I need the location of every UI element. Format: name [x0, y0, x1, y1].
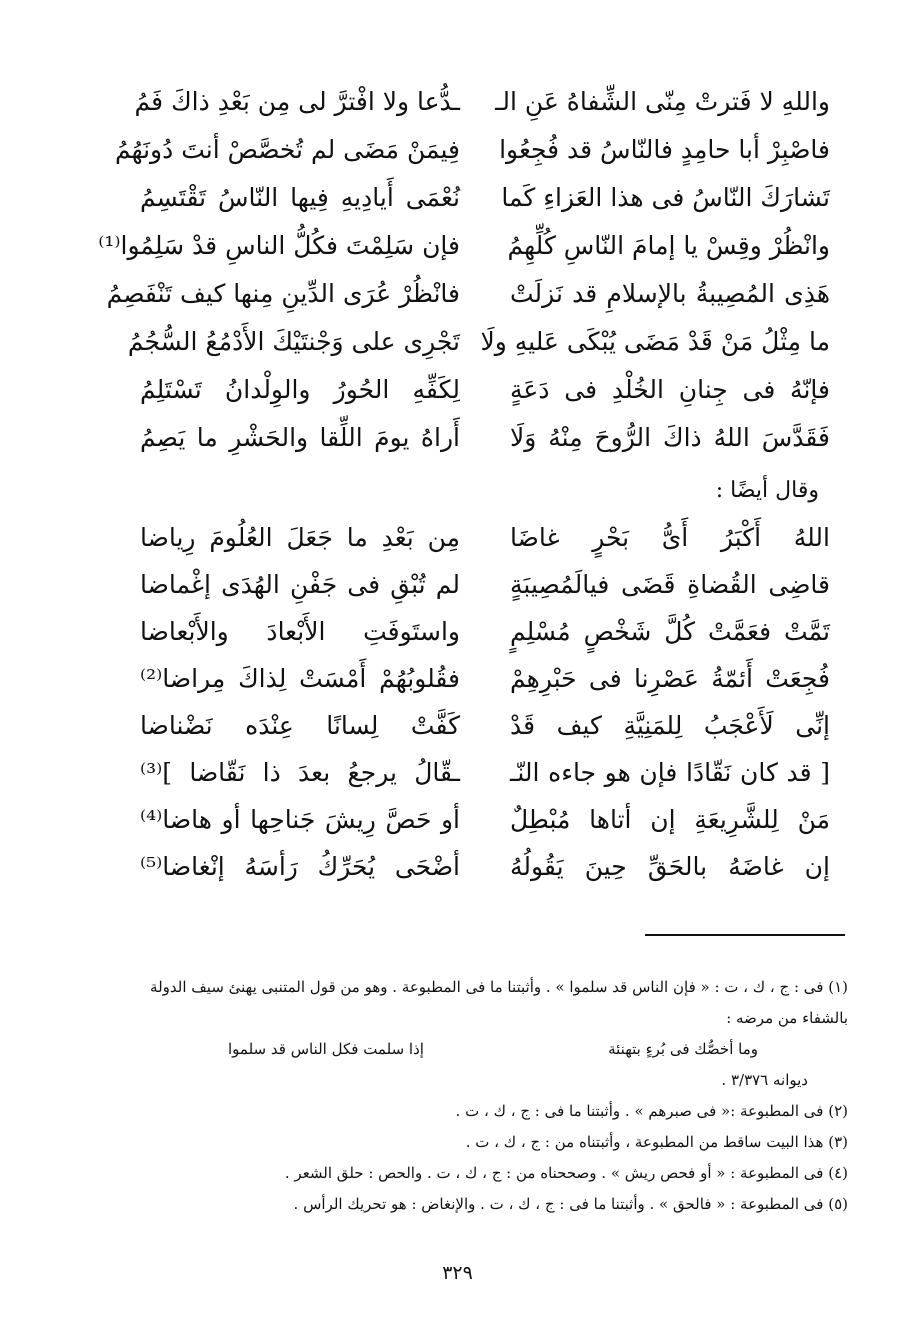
first-hemistich: فَقَدَّسَ اللهُ ذاكَ الرُّوحَ مِنْهُ وَلَا — [510, 422, 830, 452]
verse — [114, 126, 830, 174]
verse — [140, 515, 830, 562]
second-hemistich: كَفَّتْ لِسانًا عِنْدَه نَضْناضا — [140, 711, 460, 741]
quoted-first-hemistich: وما أخصُّك فى بُرءٍ بتهنئة — [608, 1040, 758, 1058]
first-hemistich: تَمَّتْ فعَمَّتْ كُلَّ شَخْصٍ مُسْلِمٍ — [510, 617, 830, 647]
footnotes — [118, 972, 848, 1220]
verse — [140, 414, 830, 462]
second-hemistich: فِيمَنْ مَضَى لم تُخصَّصْ أنتَ دُونَهُمُ — [114, 134, 460, 164]
verse — [140, 656, 830, 703]
verse — [140, 797, 830, 844]
second-hemistich: ـدُّعا ولا افْترَّ لى مِن بَعْدِ ذاكَ فَمُ — [134, 86, 460, 116]
first-hemistich: ما مِثْلُ مَنْ قَدْ مَضَى يُبْكَى عَليهِ ولَا — [480, 326, 830, 356]
second-hemistich: أضْحَى يُحَرِّكُ رَأسَهُ إنْغاضا⁽⁵⁾ — [140, 852, 460, 882]
verse — [140, 174, 830, 222]
first-hemistich: إن غاضَهُ بالحَقِّ حِينَ يَقُولُهُ — [510, 852, 830, 882]
verse — [140, 609, 830, 656]
first-hemistich: واللهِ لا فَترتْ مِنّى الشِّفاهُ عَنِ الـ — [495, 86, 830, 116]
first-hemistich: فإنّهُ فى جِنانِ الخُلْدِ فى دَعَةٍ — [510, 374, 830, 404]
footnote-1-continuation: بالشفاء من مرضه : — [726, 1009, 848, 1027]
footnote-separator — [645, 934, 845, 936]
quoted-second-hemistich: إذا سلمت فكل الناس قد سلموا — [228, 1040, 424, 1058]
second-hemistich: فانْظُرْ عُرَى الدِّينِ مِنها كيف تَنْفَصِمُ — [106, 278, 460, 308]
second-hemistich: مِن بَعْدِ ما جَعَلَ العُلُومَ رِياضا — [140, 523, 460, 553]
section-heading: وقال أيضًا : — [715, 478, 819, 503]
first-hemistich: هَذِى المُصِيبةُ بالإسلامِ قد نَزلَتْ — [510, 278, 830, 308]
first-hemistich: تَشارَكَ النّاسُ فى هذا العَزاءِ كَما — [501, 182, 830, 212]
second-hemistich: لم تُبْقِ فى جَفْنِ الهُدَى إغْماضا — [140, 570, 460, 600]
first-hemistich: فُجِعَتْ أَئمّةُ عَصْرِنا فى حَبْرِهِمْ — [510, 664, 830, 694]
second-hemistich: أو حَصَّ رِيشَ جَناحِها أو هاضا⁽⁴⁾ — [140, 805, 460, 835]
page-number: ٣٢٩ — [442, 1262, 473, 1284]
footnote-4: (٤) فى المطبوعة : « أو فحص ريش » . وصححناه من : ج ، ك ، ت . والحص : حلق الشعر . — [284, 1164, 848, 1182]
first-hemistich: اللهُ أَكْبَرُ أَىُّ بَحْرٍ غاضَا — [510, 523, 830, 553]
second-hemistich: تَجْرِى على وَجْنتَيْكَ الأَدْمُعُ السُّجُمُ — [127, 326, 460, 356]
footnote-1: (١) فى : ج ، ك ، ت : « فإن الناس قد سلموا » . وأثبتنا ما فى المطبوعة . وهو من قول المتنبى يهنئ سيف الدولة — [150, 978, 848, 996]
first-hemistich: فاصْبِرْ أبا حامِدٍ فالنّاسُ قد فُجِعُوا — [499, 134, 830, 164]
verse — [98, 222, 830, 270]
verse — [140, 366, 830, 414]
footnote-2: (٢) فى المطبوعة :« فى صبرهم » . وأثبتنا ما فى : ج ، ك ، ت . — [455, 1102, 848, 1120]
footnote-1-source: ديوانه ٣/٣٧٦ . — [721, 1071, 808, 1089]
second-hemistich: نُعْمَى أَيادِيهِ فِيها النّاسُ تَقْتَسِمُ — [140, 182, 460, 212]
first-hemistich: مَنْ لِلشَّرِيعَةِ إن أتاها مُبْطِلٌ — [510, 805, 830, 835]
footnote-3: (٣) هذا البيت ساقط من المطبوعة ، وأثبتناه من : ج ، ك ، ت . — [465, 1133, 848, 1151]
verse — [140, 703, 830, 750]
verse — [140, 750, 830, 797]
first-hemistich: وانْظُرْ وقِسْ يا إمامَ النّاسِ كُلِّهِمُ — [507, 230, 830, 260]
footnote-1-quoted-verse — [118, 1034, 848, 1065]
second-hemistich: فقُلوبُهُمْ أَمْسَتْ لِذاكَ مِراضا⁽²⁾ — [140, 664, 460, 694]
poem-second — [140, 515, 830, 891]
second-hemistich: فإن سَلِمْتَ فكُلُّ الناسِ قدْ سَلِمُوا⁽¹⁾ — [98, 230, 460, 260]
verse — [106, 270, 830, 318]
first-hemistich: قاضِى القُضاةِ قَضَى فيالَمُصِيبَةٍ — [510, 570, 830, 600]
first-hemistich: إنِّى لَأَعْجَبُ لِلمَنِيَّةِ كيف قَدْ — [510, 711, 830, 741]
poem-first — [98, 78, 830, 462]
second-hemistich: واستَوفَتِ الأَبْعادَ والأَبْعاضا — [140, 617, 460, 647]
verse — [140, 562, 830, 609]
footnote-5: (٥) فى المطبوعة : « فالحق » . وأثبتنا ما فى : ج ، ك ، ت . والإنغاض : هو تحريك الرأس . — [293, 1195, 848, 1213]
verse — [127, 318, 830, 366]
second-hemistich: ـقّالُ يرجعُ بعدَ ذا نَقّاضا ]⁽³⁾ — [140, 758, 460, 788]
first-hemistich: [ قد كان نَقّادًا فإن هو جاءه النّـ — [510, 758, 830, 788]
second-hemistich: أَراهُ يومَ اللِّقا والحَشْرِ ما يَصِمُ — [140, 422, 460, 452]
verse — [140, 844, 830, 891]
verse — [134, 78, 830, 126]
second-hemistich: لِكَفِّهِ الحُورُ والوِلْدانُ تَسْتَلِمُ — [140, 374, 460, 404]
